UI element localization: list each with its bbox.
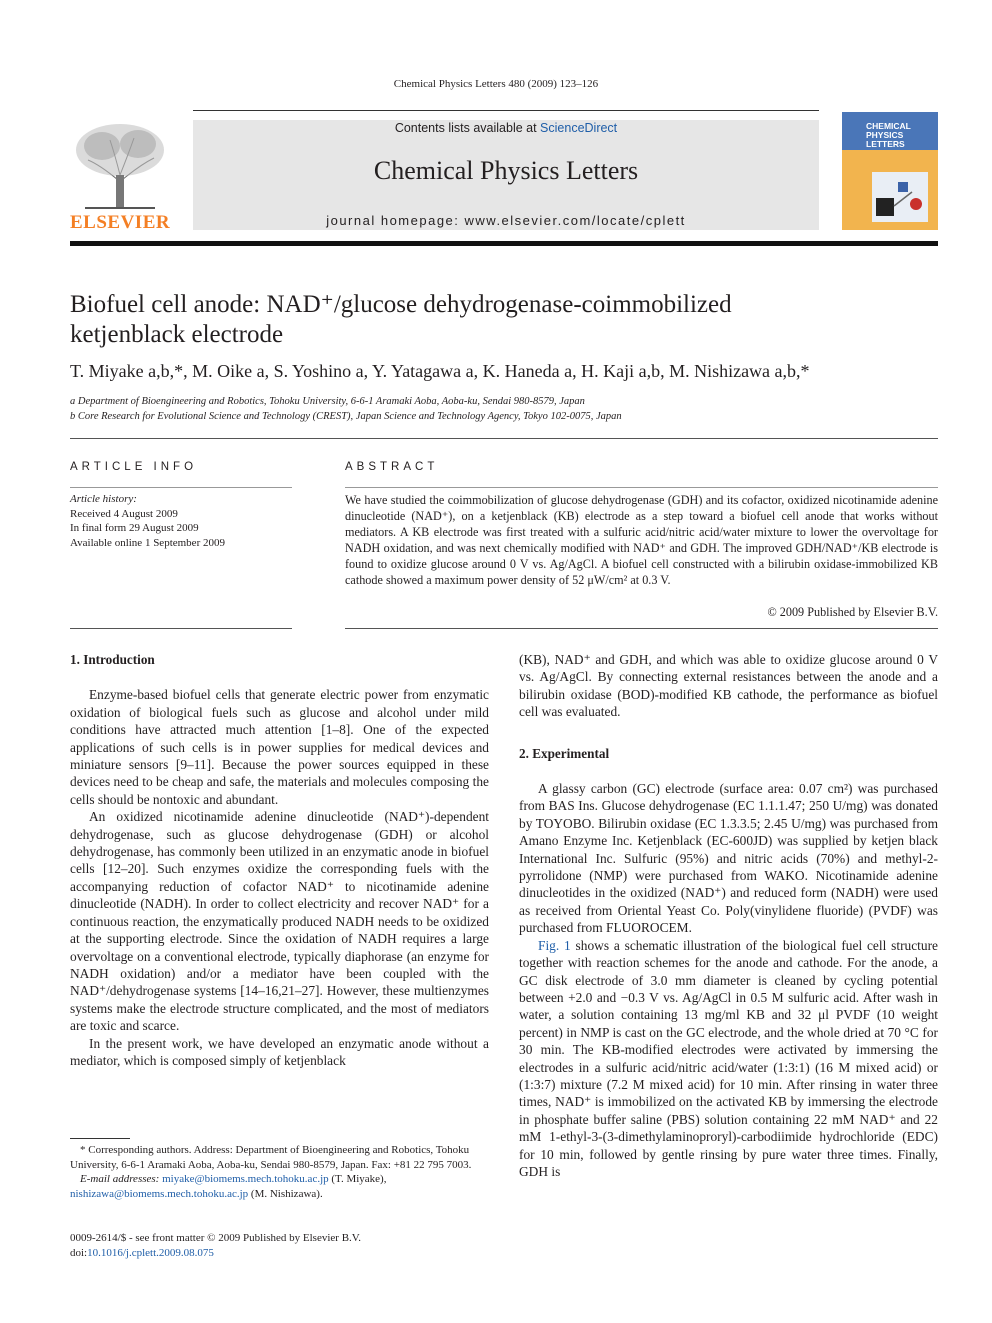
affiliation-b: b Core Research for Evolutional Science and Technology (CREST), Japan Science and Technology Agency, Tokyo 102-0075, Japan — [70, 411, 622, 422]
article-history — [70, 492, 292, 550]
online-date: Available online 1 September 2009 — [70, 536, 225, 549]
left-column — [70, 651, 489, 1069]
copyright-line: © 2009 Published by Elsevier B.V. — [767, 605, 938, 619]
experimental-paragraph-2 — [519, 937, 938, 1181]
article-title: Biofuel cell anode: NAD⁺/glucose dehydrogenase-coimmobilized ketjenblack electrode — [70, 291, 732, 348]
running-header: Chemical Physics Letters 480 (2009) 123–126 — [393, 78, 599, 90]
abstract-bottom-rule — [345, 628, 938, 629]
journal-cover — [842, 112, 938, 230]
cover-title: CHEMICAL PHYSICS LETTERS — [866, 121, 911, 149]
doi-label: doi: — [70, 1246, 88, 1259]
article-info-heading: ARTICLE INFO — [70, 461, 198, 473]
sciencedirect-link[interactable]: ScienceDirect — [540, 121, 618, 135]
corresponding-author-footnote — [70, 1143, 489, 1201]
abstract-text: We have studied the coimmobilization of glucose dehydrogenase (GDH) and its cofactor, oxidized nicotinamide adenine dinucleotide (NAD⁺), on a ketjenblack (KB) electrode as a step toward a biofuel cell anode that works without mediators. A KB electrode was first treated with a sulfuric acid/nitric acid/water mixture to lower the overvoltage for NADH oxidation, and was next chemically modified with NAD⁺ and GDH. The improved GDH/NAD⁺/KB electrode is found to oxidize glucose around 0 V vs. Ag/AgCl. A biofuel cell constructed with a bilirubin oxidase-immobilized KB cathode showed a maximum power density of 52 μW/cm² at 0.3 V. — [345, 493, 938, 587]
affiliation-a: a Department of Bioengineering and Robotics, Tohoku University, 6-6-1 Aramaki Aoba, Aoba-ku, Sendai 980-8579, Japan — [70, 396, 585, 407]
article-info-bottom-rule — [70, 628, 292, 629]
experimental-paragraph-1: A glassy carbon (GC) electrode (surface area: 0.07 cm²) was purchased from BAS Ins. Glucose dehydrogenase (EC 1.1.1.47; 250 U/mg) was donated by TOYOBO. Bilirubin oxidase (EC 1.3.3.5; 2.45 U/mg) was purchased from Amano Enzyme Inc. Ketjenblack (EC-600JD) was supplied by ketjen black International Inc. Sulfuric (95%) and nitric acids (70%) and methyl-2-pyrrolidone (NMP) were purchased from WAKO. Nicotinamide adenine dinucleotides in the oxidized (NAD⁺) and reduced form (NADH) were used as received from Oriental Yeast Co. Poly(vinylidene fluoride) (PVDF) was purchased from FLUOROCEM. — [519, 781, 938, 936]
final-form-date: In final form 29 August 2009 — [70, 522, 199, 534]
author-list: T. Miyake a,b,*, M. Oike a, S. Yoshino a, Y. Yatagawa a, K. Haneda a, H. Kaji a,b, M. Nishizawa a,b,* — [70, 361, 810, 381]
intro-continuation: (KB), NAD⁺ and GDH, and which was able to oxidize glucose around 0 V vs. Ag/AgCl. By connecting external resistances between the anode and a bilirubin oxidase (BOD)-modified KB cathode, the performance as biofuel cell was evaluated. — [519, 652, 938, 720]
elsevier-wordmark: ELSEVIER — [70, 212, 171, 233]
issn-line: 0009-2614/$ - see front matter © 2009 Published by Elsevier B.V. — [70, 1232, 362, 1244]
abstract-rule — [345, 487, 938, 488]
section-heading-introduction: 1. Introduction — [70, 652, 155, 667]
contents-line — [193, 121, 819, 135]
email-link-miyake[interactable]: miyake@biomems.mech.tohoku.ac.jp — [162, 1173, 329, 1185]
affiliation-rule — [70, 438, 938, 439]
email-link-nishizawa[interactable]: nishizawa@biomems.mech.tohoku.ac.jp — [70, 1187, 249, 1200]
article-info-rule — [70, 487, 292, 488]
history-label: Article history: — [70, 493, 137, 505]
received-date: Received 4 August 2009 — [70, 507, 178, 520]
email-label: E-mail addresses: — [80, 1173, 160, 1185]
header-rule — [193, 110, 819, 111]
intro-paragraph-2: An oxidized nicotinamide adenine dinucleotide (NAD⁺)-dependent dehydrogenase, such as glucose dehydrogenase (GDH) or alcohol dehydrogenase, has commonly been utilized in an enzymatic anode in biofuel cells [12–20]. Such enzymes oxidize the corresponding fuels with the accompanying reduction of cofactor NAD⁺ to nicotinamide adenine dinucleotide (NADH). In order to collect electricity and recover NAD⁺ for a continuous reaction, the enzymatically produced NADH needs to be oxidized at the supporting electrode. Since the oxidation of NADH requires a large overvoltage on a conventional electrode, typically diaphorase (an enzyme for NADH oxidation) and/or a mediator have been coupled with the NAD⁺/dehydrogenase systems [14–16,21–27]. However, these multienzymes systems make the electrode structure complicated, and the most of mediators are toxic and scarce. — [70, 809, 489, 1034]
doi-line — [70, 1246, 489, 1261]
email-line — [70, 1172, 489, 1201]
cover-illustration — [872, 172, 928, 222]
masthead-rule — [70, 241, 938, 246]
email-owner-2: (M. Nishizawa). — [250, 1187, 323, 1200]
footnote-rule — [70, 1138, 130, 1139]
front-matter — [70, 1231, 489, 1260]
journal-name: Chemical Physics Letters — [373, 156, 639, 185]
experimental-paragraph-2-text: shows a schematic illustration of the biological fuel cell structure together with reaction schemes for the anode and cathode. For the anode, a GC disk electrode of 3.0 mm diameter is cleaned by cycling potential between +2.0 and −0.3 V vs. Ag/AgCl in 0.5 M sulfuric acid. After wash in water, a solution containing 13 mg/ml KB and 32 μl PVDF (10 weight percent) in NMP is cast on the GC electrode, and the whole dried at 70 °C for 30 min. The KB-modified electrodes were activated by immersing the electrodes in a sulfuric acid/nitric acid/water (1:3:1) (16 M mixed acid) or (1:3:7) mixture (7.2 M mixed acid) for 10 min. After rinsing in water three times, NAD⁺ is immobilized on the activated KB by immersing the electrode in phosphate buffer saline (PBS) solution containing 22 mM NAD⁺ and 22 mM 1-ethyl-3-(3-dimethylaminoproryl)-carbodiimide hydrochloride (EDC) for 10 min, followed by gentle rinsing by pure water three times. Finally, GDH is — [519, 937, 938, 1179]
section-heading-experimental: 2. Experimental — [519, 745, 610, 761]
contents-prefix: Contents lists available at — [394, 121, 541, 135]
abstract-heading: ABSTRACT — [345, 461, 439, 473]
right-column — [519, 651, 938, 1180]
doi-link[interactable]: 10.1016/j.cplett.2009.08.075 — [87, 1246, 214, 1259]
email-owner-1: (T. Miyake), — [331, 1173, 387, 1185]
intro-paragraph-1: Enzyme-based biofuel cells that generate electric power from enzymatic oxidation of biological fuels such as glucose and alcohol under mild conditions have attracted much attention [1–8]. One of the expected applications of such cells is in power supplies for medical devices and miniature sensors [9–11]. Because the power sources equipped in these devices need to be cheap and safe, the materials and molecules composing the cells should be nontoxic and abundant. — [70, 687, 489, 807]
figure-1-link[interactable]: Fig. 1 — [538, 937, 571, 953]
intro-paragraph-3: In the present work, we have developed an enzymatic anode without a mediator, which is composed simply of ketjenblack — [70, 1035, 489, 1068]
journal-homepage[interactable]: journal homepage: www.elsevier.com/locate/cplett — [326, 213, 686, 228]
footnote-text: * Corresponding authors. Address: Department of Bioengineering and Robotics, Tohoku University, 6-6-1 Aramaki Aoba, Aoba-ku, Sendai 980-8579, Japan. Fax: +81 22 795 7003. — [70, 1144, 472, 1171]
